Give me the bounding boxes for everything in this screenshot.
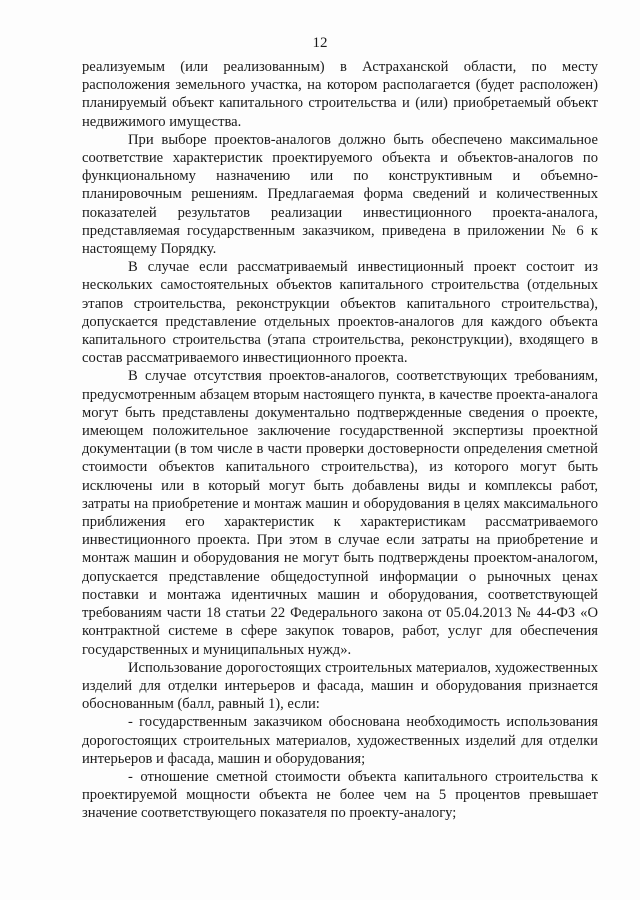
list-item-2: - отношение сметной стоимости объекта капитального строительства к проектируемой мощности объекта не более чем на 5 процентов превышает значение соответствующего показателя по проекту-аналогу; [82, 768, 598, 822]
document-body [82, 58, 598, 823]
paragraph-3: В случае если рассматриваемый инвестиционный проект состоит из нескольких самостоятельных объектов капитального строительства (отдельных этапов строительства, реконструкции объектов капитального строительства), допускается представление отдельных проектов-аналогов для каждого объекта капитального строительства (этапа строительства, реконструкции), входящего в состав рассматриваемого инвестиционного проекта. [82, 259, 598, 367]
paragraph-4: В случае отсутствия проектов-аналогов, соответствующих требованиям, предусмотренным абзацем вторым настоящего пункта, в качестве проекта-аналога могут быть представлены документально подтвержденные сведения о проекте, имеющем положительное заключение государственной экспертизы проектной документации (в том числе в части проверки достоверности определения сметной стоимости объектов капитального строительства), из которого могут быть исключены или в который могут быть добавлены виды и комплексы работ, затраты на приобретение и монтаж машин и оборудования в целях максимального приближения его характеристик к характеристикам рассматриваемого инвестиционного проекта. При этом в случае если затраты на приобретение и монтаж машин и оборудования не могут быть подтверждены проектом-аналогом, допускается представление общедоступной информации о рыночных ценах поставки и монтажа идентичных машин и оборудования, соответствующей требованиям части 18 статьи 22 Федерального закона от 05.04.2013 № 44-ФЗ «О контрактной системе в сфере закупок товаров, работ, услуг для обеспечения государственных и муниципальных нужд». [82, 368, 598, 658]
paragraph-1: реализуемым (или реализованным) в Астраханской области, по месту расположения земельного участка, на котором располагается (будет расположен) планируемый объект капитального строительства и (или) приобретаемый объект недвижимого имущества. [82, 59, 598, 130]
page-number: 12 [312, 35, 328, 51]
paragraph-2: При выборе проектов-аналогов должно быть обеспечено максимальное соответствие характеристик проектируемого объекта и объектов-аналогов по функциональному назначению или по конструктивным и объемно-планировочным решениям. Предлагаемая форма сведений и количественных показателей результатов реализации инвестиционного проекта-аналога, представляемая государственным заказчиком, приведена в приложении № 6 к настоящему Порядку. [82, 131, 598, 258]
list-item-1: - государственным заказчиком обоснована необходимость использования дорогостоящих строительных материалов, художественных изделий для отделки интерьеров и фасада, машин и оборудования; [82, 714, 598, 767]
paragraph-5: Использование дорогостоящих строительных материалов, художественных изделий для отделки интерьеров и фасада, машин и оборудования признается обоснованным (балл, равный 1), если: [82, 659, 598, 713]
